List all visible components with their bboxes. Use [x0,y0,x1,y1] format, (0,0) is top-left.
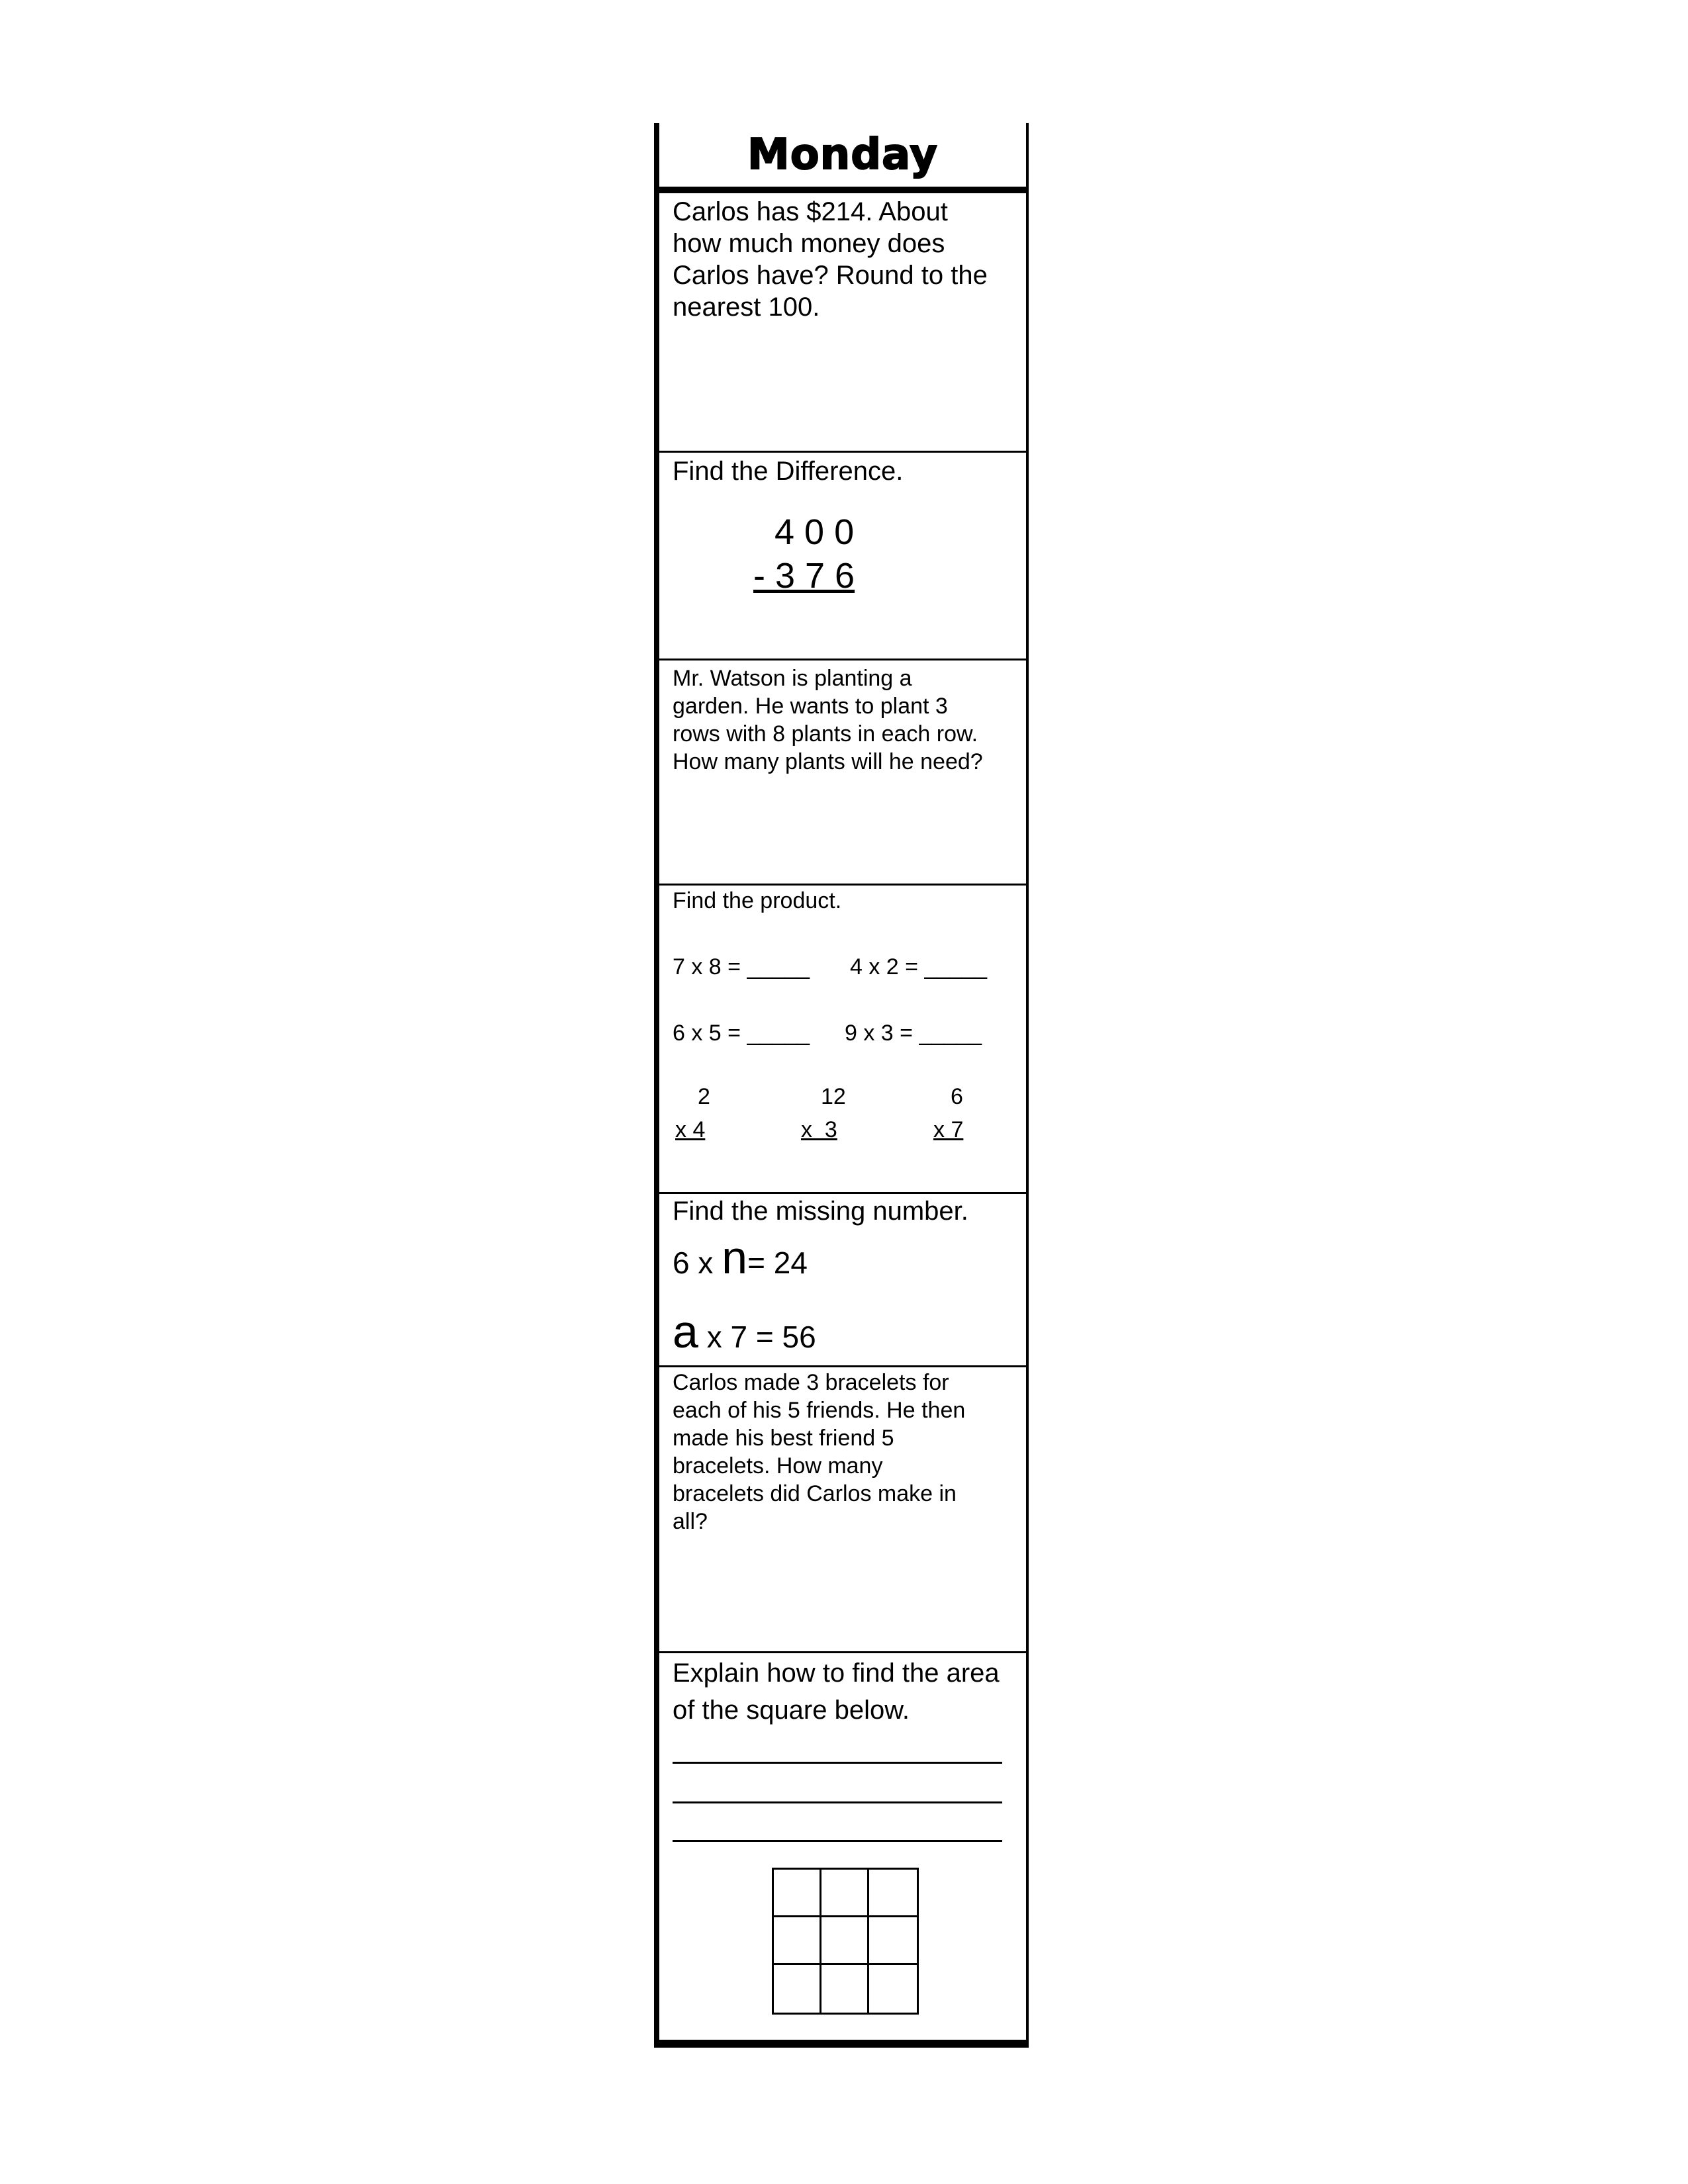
question-product [659,886,1026,1194]
vertical-product-bottom: x 3 [801,1117,837,1142]
grid-cell [869,1965,917,2013]
equation-text: 6 x [673,1246,722,1280]
text-line: rows with 8 plants in each row. [673,721,978,747]
equation-text: = 24 [747,1246,808,1280]
variable-a: a [673,1306,698,1357]
text-line: Mr. Watson is planting a [673,666,912,691]
question-rounding-text [673,196,1017,323]
text-line: of the square below. [673,1696,910,1725]
vertical-product-top: 12 [821,1084,846,1109]
vertical-product-top: 2 [698,1084,710,1109]
subtraction-top-number: 4 0 0 [774,512,855,552]
grid-cell [821,1870,869,1917]
monday-column [654,123,1029,2048]
text-line: made his best friend 5 [673,1426,894,1451]
square-grid-figure [772,1868,919,2015]
answer-line [673,1801,1002,1803]
product-item: 7 x 8 = _____ [673,954,810,979]
text-line: garden. He wants to plant 3 [673,694,948,719]
subtraction-bottom-number: - 3 7 6 [753,556,855,596]
question-rounding [659,193,1026,453]
text-line: how much money does [673,229,945,258]
question-missing-number-prompt: Find the missing number. [673,1197,968,1226]
product-item: 6 x 5 = _____ [673,1021,810,1046]
question-product-prompt: Find the product. [673,888,842,913]
text-line: Carlos has $214. About [673,197,948,226]
text-line: Carlos made 3 bracelets for [673,1370,949,1395]
vertical-product-bottom: x 4 [675,1117,706,1142]
product-item: 9 x 3 = _____ [845,1021,982,1046]
text-line: Explain how to find the area [673,1659,1000,1688]
question-missing-number [659,1194,1026,1367]
equation-a [673,1305,816,1363]
text-line: all? [673,1509,708,1534]
question-area [659,1653,1026,2040]
text-line: How many plants will he need? [673,749,983,774]
text-line: Carlos have? Round to the [673,261,988,290]
vertical-product-bottom: x 7 [933,1117,964,1142]
product-item: 4 x 2 = _____ [850,954,988,979]
question-bracelets-text [673,1369,1017,1535]
question-garden-text [673,664,1017,776]
day-heading: Monday [747,130,938,179]
equation-n [673,1231,808,1289]
grid-cell [821,1917,869,1965]
vertical-product-top: 6 [951,1084,963,1109]
grid-cell [869,1870,917,1917]
answer-line [673,1762,1002,1764]
question-garden [659,660,1026,886]
text-line: bracelets. How many [673,1453,883,1479]
equation-text: x 7 = 56 [698,1320,816,1354]
question-difference-prompt: Find the Difference. [673,457,904,486]
text-line: nearest 100. [673,293,820,322]
grid-cell [774,1870,821,1917]
heading-divider [659,187,1026,193]
grid-cell [774,1917,821,1965]
answer-line [673,1840,1002,1842]
question-difference [659,453,1026,660]
question-bracelets [659,1367,1026,1653]
question-area-text [673,1655,1017,1729]
grid-cell [869,1917,917,1965]
grid-cell [821,1965,869,2013]
grid-cell [774,1965,821,2013]
text-line: bracelets did Carlos make in [673,1481,957,1506]
variable-n: n [722,1232,748,1283]
text-line: each of his 5 friends. He then [673,1398,966,1423]
